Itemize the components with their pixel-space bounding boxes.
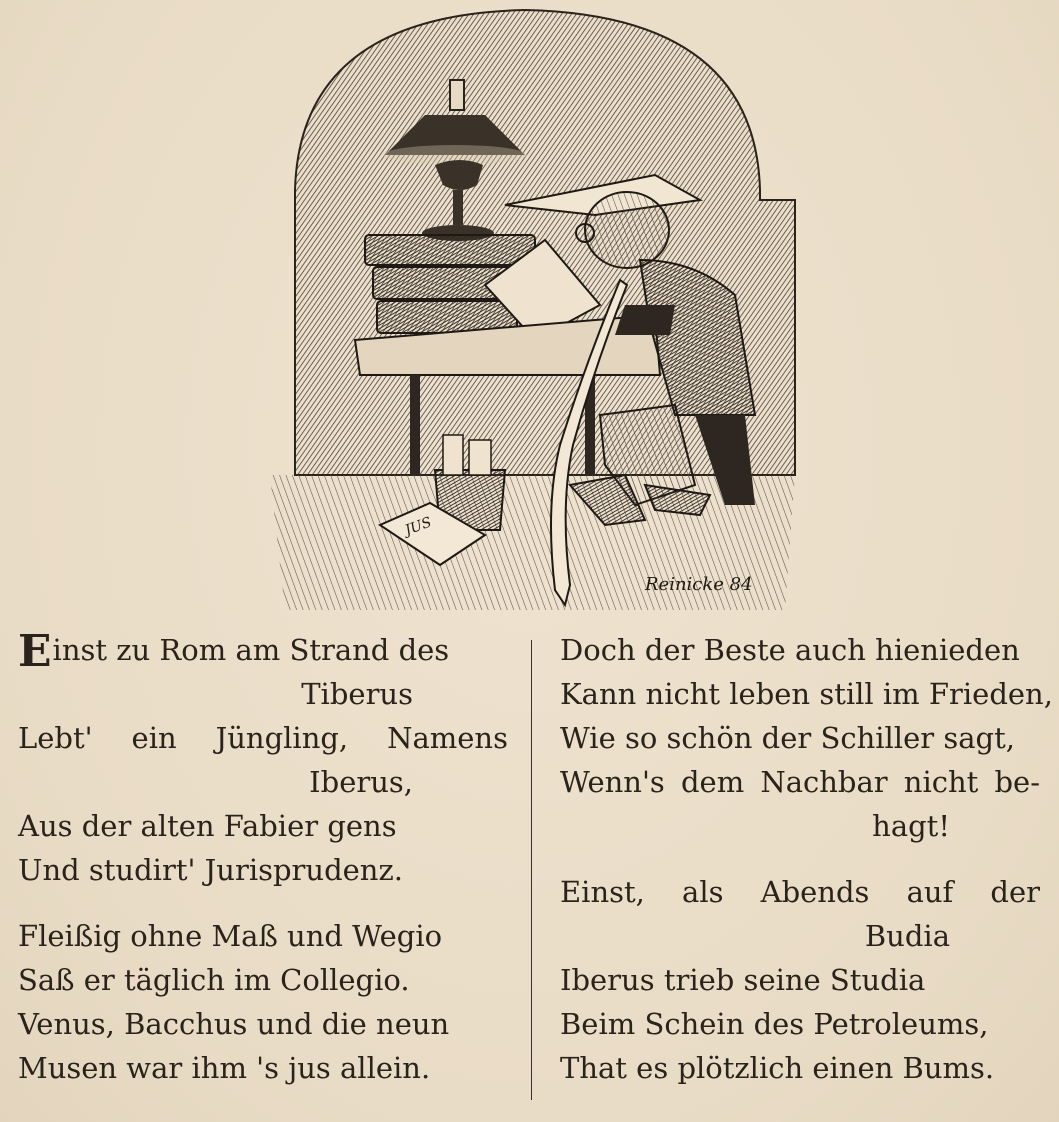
- poem-line: [560, 870, 1040, 914]
- poem-word: ein: [131, 721, 177, 755]
- parchment-label: JUS: [402, 514, 434, 539]
- poem-line-text: inst zu Rom am Strand des: [52, 633, 450, 667]
- poem-line-text: Fleißig ohne Maß und Wegio: [18, 919, 443, 953]
- poem-line-text: Budia: [864, 919, 950, 953]
- poem-line-text: Und studirt' Jurisprudenz.: [18, 853, 403, 887]
- poem-line: [560, 628, 1040, 672]
- poem-word: Lebt': [18, 721, 93, 755]
- artist-signature: Reinicke 84: [645, 574, 753, 595]
- poem-line: [560, 804, 1040, 848]
- poem-line: [18, 848, 508, 892]
- engraving-illustration: [255, 5, 800, 615]
- poem-line: [560, 914, 1040, 958]
- poem-line: [560, 760, 1040, 804]
- poem-line-text: [560, 870, 1040, 914]
- poem-line: [18, 804, 508, 848]
- poem-line-text: [560, 760, 1040, 804]
- book-stack: [365, 235, 535, 265]
- lamp-chimney: [450, 80, 464, 110]
- poem-line-text: Doch der Beste auch hienieden: [560, 633, 1020, 667]
- poem-word: be-: [994, 765, 1040, 799]
- poem-line: [18, 626, 508, 677]
- poem-word: Nachbar: [760, 765, 888, 799]
- poem-line: [560, 672, 1053, 716]
- poem-line-text: Iberus trieb seine Studia: [560, 963, 926, 997]
- poem-line: [18, 760, 508, 804]
- poem-word: Einst,: [560, 875, 645, 909]
- poem-line: [18, 672, 508, 716]
- poem-line: [560, 716, 1040, 760]
- poem-word: auf: [906, 875, 954, 909]
- poem-word: nicht: [903, 765, 979, 799]
- poem-line-text: Saß er täglich im Collegio.: [18, 963, 410, 997]
- poem-word: als: [682, 875, 724, 909]
- poem-line-text: Iberus,: [309, 765, 413, 799]
- poem-line: [18, 914, 508, 958]
- column-divider: [531, 640, 532, 1100]
- poem-line-text: That es plötzlich einen Bums.: [560, 1051, 995, 1085]
- poem-line-text: Beim Schein des Petroleums,: [560, 1007, 989, 1041]
- poem-left-column: [18, 628, 508, 1090]
- poem-word: Wenn's: [560, 765, 665, 799]
- poem-line: [18, 1046, 508, 1090]
- poem-word: Abends: [760, 875, 870, 909]
- poem-right-column: [560, 628, 1053, 1090]
- poem-word: der: [990, 875, 1040, 909]
- poem-line-text: Aus der alten Fabier gens: [18, 809, 397, 843]
- poem-line-text: Kann nicht leben still im Frieden,: [560, 677, 1053, 711]
- poem-line-text: Musen war ihm 's jus allein.: [18, 1051, 431, 1085]
- poem-line: [18, 716, 508, 760]
- drop-cap: E: [18, 626, 52, 677]
- poem-line-text: Venus, Bacchus und die neun: [18, 1007, 450, 1041]
- stanza-gap: [560, 848, 1040, 870]
- poem-line-text: [18, 716, 508, 760]
- stanza-gap: [18, 892, 508, 914]
- poem-line: [560, 958, 1040, 1002]
- poem-line: [18, 1002, 508, 1046]
- poem-line-text: Wie so schön der Schiller sagt,: [560, 721, 1015, 755]
- poem-word: Namens: [387, 721, 508, 755]
- poem-word: dem: [680, 765, 745, 799]
- poem-word: Jüngling,: [215, 721, 349, 755]
- poem-line: [560, 1046, 1040, 1090]
- poem-line-text: hagt!: [872, 809, 950, 843]
- poem-line: [560, 1002, 1040, 1046]
- poem-line-text: Tiberus: [301, 677, 413, 711]
- poem-line: [18, 958, 508, 1002]
